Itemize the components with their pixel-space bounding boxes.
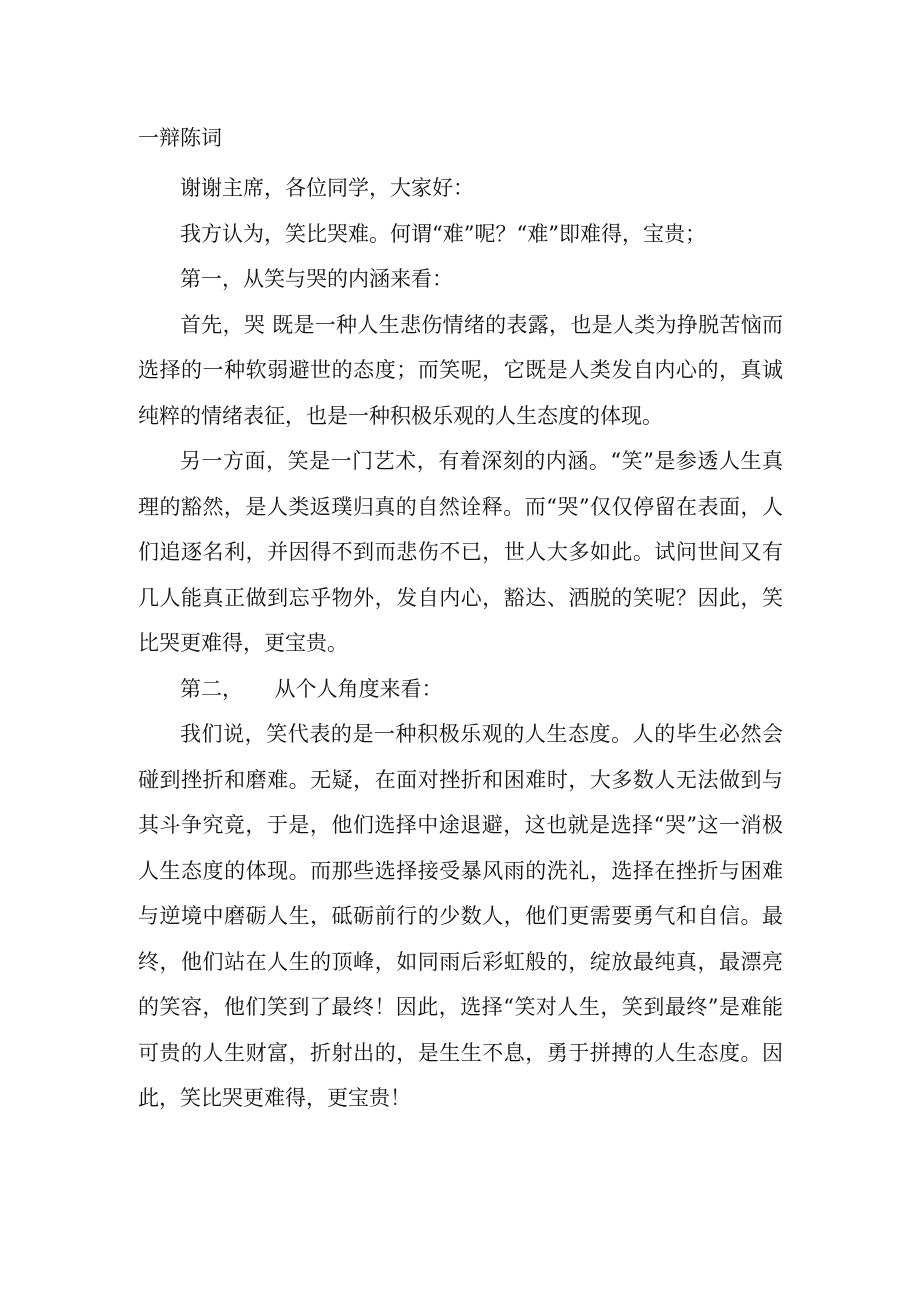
paragraph-point-one-heading: 第一，从笑与哭的内涵来看： (180, 267, 453, 291)
paragraph-point-two-heading: 第二， 从个人角度来看： (180, 676, 443, 701)
paragraph-point-one-first: 首先，哭 既是一种人生悲伤情绪的表露，也是人类为挣脱苦恼而选择的一种软弱避世的态度；而笑呢，它既是人类发自内心的，真诚纯粹的情绪表征，也是一种积极乐观的人生态度的体现。 (138, 312, 783, 428)
paragraph-point-two-body: 我们说，笑代表的是一种积极乐观的人生态度。人的毕生必然会碰到挫折和磨难。无疑，在面对挫折和困难时，大多数人无法做到与其斗争究竟，于是，他们选择中途退避，这也就是选择“哭”这一消极人生态度的体现。而那些选择接受暴风雨的洗礼，选择在挫折与困难与逆境中磨砺人生，砥砺前行的少数人，他们更需要勇气和自信。最终，他们站在人生的顶峰，如同雨后彩虹般的，绽放最纯真，最漂亮的笑容，他们笑到了最终！因此，选择“笑对人生，笑到最终”是难能可贵的人生财富，折射出的，是生生不息，勇于拼搏的人生态度。因此，笑比哭更难得，更宝贵！ (138, 722, 783, 1110)
paragraph-point-one-second: 另一方面，笑是一门艺术，有着深刻的内涵。“笑”是参透人生真理的豁然，是人类返璞归真的自然诠释。而“哭”仅仅停留在表面，人们追逐名利，并因得不到而悲伤不已，世人大多如此。试问世间又有几人能真正做到忘乎物外，发自内心，豁达、洒脱的笑呢？因此，笑比哭更难得，更宝贵。 (138, 449, 783, 655)
paragraph-thesis: 我方认为，笑比哭难。何谓“难”呢？“难”即难得，宝贵； (180, 221, 706, 246)
document-page (138, 118, 783, 1122)
paragraph-greeting: 谢谢主席，各位同学，大家好： (180, 176, 474, 200)
document-title: 一辩陈词 (138, 126, 222, 150)
